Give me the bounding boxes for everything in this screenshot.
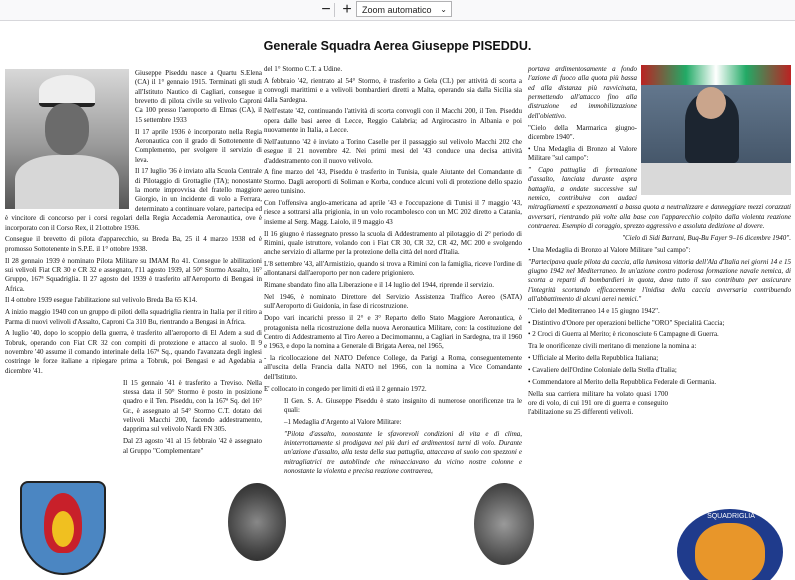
- col3-p2: "Cielo della Marmarica giugno-dicembre 1940".: [528, 123, 637, 141]
- zoom-select[interactable]: [356, 1, 452, 17]
- portrait-photo: [5, 69, 129, 209]
- column-3: [528, 65, 791, 420]
- col2-p14: Il Gen. S. A. Giuseppe Piseddu è stato insignito di numerose onorificenze tra le quali:: [284, 396, 522, 414]
- squadron-shield-emblem: [20, 481, 106, 575]
- tiger-badge-text: SQUADRIGLIA: [707, 513, 755, 520]
- document-page: [0, 21, 795, 580]
- col3-p11: Tra le onorificenze civili meritano di menzione la nomina a:: [528, 342, 697, 351]
- page-title: Generale Squadra Aerea Giuseppe PISEDDU.: [263, 39, 532, 53]
- tiger-head: [695, 523, 765, 580]
- col2-p8: L'8 settembre '43, all'Armistizio, quando si trova a Rimini con la famiglia, riceve l'ordine di allontanarsi dall'aeroporto per non cadere prigioniero.: [264, 260, 522, 278]
- col1-p9: Il 15 gennaio '41 è trasferito a Treviso. Nella stessa data il 50° Stormo è posto in posizione quadro e il Ten. Piseddu, con la 167ª Sq. del 16° Gr., è assegnato al 54° Stormo C.T. dotato dei velivoli Macchi 200, facendo addestramento, dapprima sul velivolo Nardi FN 305.: [123, 378, 262, 434]
- column-2: [264, 65, 522, 479]
- emblem-flame-inner: [52, 511, 74, 547]
- col2-p13: E' collocato in congedo per limiti di età il 2 gennaio 1972.: [264, 384, 427, 393]
- col3-p5: "Cielo di Sidi Barrani, Buq-Bu Fayer 9–16 dicembre 1940".: [622, 233, 791, 242]
- ceremony-lectern: [641, 163, 791, 195]
- col3-p10: • 2 Croci di Guerra al Merito; è riconosciute 6 Campagne di Guerra.: [528, 330, 719, 339]
- col2-p11: Dopo vari incarichi presso il 2° e 3° Reparto dello Stato Maggiore Aeronautica, è protagonista nella ricostruzione della nuova Aeronautica Militare, con: la costituzione del Centro di Addestramento al Tiro Aereo a Decimomannu, a Cagliari in Sardegna, tra il 1960 e 1963, e dopo la nomina a Generale di Brigata Aerea, nel 1965,: [264, 314, 522, 351]
- col3-p9: • Distintivo d'Onore per operazioni belliche "ORO" Specialità Caccia;: [528, 318, 725, 327]
- col1-p1: Giuseppe Piseddu nasce a Quartu S.Elena (CA) il 1° gennaio 1915. Terminati gli studi all'Istituto Nautico di Cagliari, consegue il brevetto di pilota civile su velivolo Caproni Ca 100 presso l'aeroporto di Elmas (CA), il 15 settembre 1933: [135, 69, 262, 124]
- portrait-uniform: [15, 155, 119, 209]
- col3-p12: • Ufficiale al Merito della Repubblica Italiana;: [528, 354, 659, 363]
- col3-p3: • Una Medaglia di Bronzo al Valore Militare "sul campo":: [528, 144, 637, 163]
- tiger-squadron-badge: [677, 509, 783, 580]
- silver-medal-image: [474, 483, 534, 565]
- col2-p12: - la ricollocazione del NATO Defence College, da Parigi a Roma, conseguentemente all'uscita della Francia dalla NATO nel 1966, con la nomina a Vice Comandante dell'Istituto.: [264, 354, 522, 381]
- col1-p6: Il 4 ottobre 1939 esegue l'abilitazione sul velivolo Breda Ba 65 K14.: [5, 296, 198, 305]
- col1-p8: A luglio '40, dopo lo scoppio della guerra, è trasferito all'aeroporto di El Adem a sud di Tobruk, operando con Fiat CR 32 con compiti di protezione e attacco al suolo. Il 9 novembre '40 assume il comando interinale della 167ª Sq., quando l'avanzata degli inglesi costringe le forze italiane a ripiegare prima a Tobruk, poi Bengasi e ad Agedabia a dicembre '41.: [5, 329, 262, 375]
- col3-p13: • Cavaliere dell'Ordine Coloniale della Stella d'Italia;: [528, 365, 677, 374]
- col3-p7: "Partecipava quale pilota da caccia, alla luminosa vittoria dell'Ala d'Italia nei giorni 14 e 15 giugno 1942 nel Mediterraneo. In un'azione contro poderosa formazione navale nemica, di scorta a reparti di bombardieri in quota, dava tutto il suo contributo per assicurare l'integrità scortando efficacemente l'inidisa della caccia avversaria contribuendo all'abbattimento di alcuni aerei nemici.": [528, 257, 791, 303]
- col2-p6: Con l'offensiva anglo-americana ad aprile '43 e l'occupazione di Tunisi il 7 maggio '43, riesce a sottrarsi alla prigionia, in un volo rocambolesco con un MC 202 diretto a Catania, insieme al Serg. Magg. Laiolo, il 9 maggio 43: [264, 198, 522, 226]
- zoom-in-button[interactable]: +: [342, 1, 352, 18]
- portrait-face: [45, 103, 89, 155]
- col2-p16: "Pilota d'assalto, nonostante le sfavorevoli condizioni di vita e di clima, ininterrottamente si prodigava nei più duri ed ardimentosi turni di volo. Durante un'azione d'assalto, alla testa della sua pattuglia, attaccava al suolo con spezzoni e mitragliatrici tre autoblinde che minacciavano da vicino nostre colonne e nonostante la violenta e precisa reazione contraerea,: [284, 429, 522, 475]
- col2-p1: del 1° Stormo C.T. a Udine.: [264, 65, 343, 73]
- col1-p7: A inizio maggio 1940 con un gruppo di piloti della squadriglia rientra in Italia per il ritiro a Parma di nuovi velivoli d'Assalto, Caproni Ca 310 Bu, rientrando a Bengasi in Africa.: [5, 308, 262, 326]
- col1-p4: Consegue il brevetto di pilota d'apparecchio, su Breda Ba, 25 il 4 marzo 1938 ed è promosso Sottotenente in S.P.E. il 1° ottobre 1938.: [5, 235, 262, 253]
- col2-p9: Rimane sbandato fino alla Liberazione e il 14 luglio del 1944, riprende il servizio.: [264, 281, 494, 290]
- pdf-toolbar: [0, 0, 795, 21]
- col2-p2: A febbraio '42, rientrato al 54° Stormo, è trasferito a Gela (CL) per attività di scorta a convogli marittimi e a velivoli bombardieri diretti a Malta, operando sia dalla Sicilia sia dalla Sardegna.: [264, 76, 522, 104]
- col2-p4: Nell'autunno '42 è inviato a Torino Caselle per il passaggio sul velivolo Macchi 202 che esegue il 21 novembre 42. Nei primi mesi del '43 conduce una decisa attività d'addestramento con il nuovo velivolo.: [264, 137, 522, 165]
- col3-p6: • Una Medaglia di Bronzo al Valore Militare "sul campo":: [528, 245, 691, 254]
- bronze-medal-image: [228, 483, 286, 561]
- ceremony-photo: [641, 65, 791, 195]
- ceremony-banner: [641, 65, 791, 85]
- col3-p1: portava ardimentosamente a fondo l'azione di fuoco alla quota più bassa ed alla distanza più ravvicinata, permettendo all'attacco fino alla distruzione ed immobilizzazione dell'obiettivo.: [528, 65, 637, 120]
- col3-p14: • Commendatore al Merito della Repubblica Federale di Germania.: [528, 377, 717, 386]
- col3-p4: " Capo pattuglia di formazione d'assalto, lanciata durante aspra battaglia, a ondate successive sul nemico, contribuiva con audaci mitragliamenti e spezzonamenti a bassa quota a neutralizzare e danneggiare mezzi corazzati avversari, rientrando più volte alla base con l'apparecchio colpito dalla violenta reazione contraerea. Esempio di coraggio, sprezzo aggressivo e assoluta dedizione al dovere.: [528, 165, 791, 230]
- col1-p3: Il 17 luglio '36 è inviato alla Scuola Centrale di Pilotaggio di Grottaglie (TA); nonostante la morte improvvisa del fratello maggiore Giorgio, in un incidente di volo a Ferrara, determinato a continuare volare, partecipa ed è vincitore di concorso per i corsi regolari della Regia Accademia Aeronautica, ove è incorporato con il Corso Rex, il 21ottobre 1936.: [5, 167, 262, 232]
- zoom-out-button[interactable]: −: [321, 1, 331, 18]
- col2-p5: A fine marzo del '43, Piseddu è trasferito in Tunisia, quale Aiutante del Comandante di Stormo. Dagli aeroporti di Soliman e Korba, conduce alcuni voli di protezione dello spazio aereo tunisino.: [264, 168, 522, 196]
- col3-p15: Nella sua carriera militare ha volato quasi 1700 ore di volo, di cui 191 ore di guerra e conseguito l'abilitazione su 25 differenti velivoli.: [528, 389, 668, 417]
- ceremony-speaker-head: [696, 87, 726, 119]
- col2-p15: –1 Medaglia d'Argento al Valore Militare:: [284, 417, 402, 426]
- col2-p10: Nel 1946, è nominato Direttore del Servizio Assistenza Traffico Aereo (SATA) sull'Aeroporto di Guidonia, in fase di ricostruzione.: [264, 293, 522, 311]
- chevron-down-icon: ⌄: [440, 5, 447, 14]
- col2-p7: Il 16 giugno è riassegnato presso la scuola di Addestramento al pilotaggio di 2° periodo di Rimini, quale istruttore, volando con i Fiat CR 30, CR 32, CR 42, MC 200 e svolgendo anche servizio di allarme per la protezione della città del nord d'Italia.: [264, 229, 522, 257]
- col2-p3: Nell'estate '42, continuando l'attività di scorta convogli con il Macchi 200, il Ten. Piseddu opera dalle basi aeree di Lecce, Reggio Calabria; ad Argirocastro in Albania e poi nuovamente in Italia, a Lecce.: [264, 107, 522, 135]
- column-1: [5, 69, 262, 458]
- col1-p2: Il 17 aprile 1936 è incorporato nella Regia Aeronautica con il grado di Sottotenente di Complemento, per svolgere il servizio di leva.: [135, 127, 262, 164]
- zoom-select-value: Zoom automatico: [362, 5, 432, 15]
- col1-p5: Il 28 gennaio 1939 è nominato Pilota Militare su IMAM Ro 41. Consegue le abilitazioni sui velivoli Fiat CR 30 e CR 32 e assegnato, l'11 agosto 1939, al 50° Stormo Assalto, 16° Gruppo, 167ª Squadriglia. Il 27 agosto del 1939 è trasferito all'Aeroporto di Bengasi in Africa.: [5, 256, 262, 293]
- col1-p10: Dal 23 agosto '41 al 15 febbraio '42 è assegnato al Gruppo "Complementare": [123, 437, 262, 455]
- toolbar-separator: [334, 3, 335, 17]
- col3-p8: "Cielo del Mediterraneo 14 e 15 giugno 1942".: [528, 306, 660, 315]
